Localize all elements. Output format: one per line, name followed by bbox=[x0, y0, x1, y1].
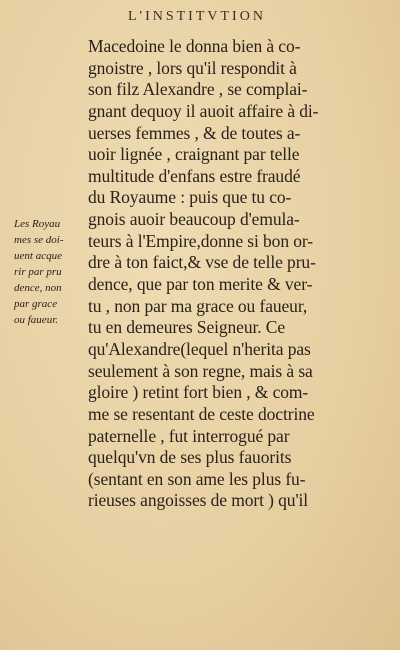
text-line: teurs à l'Empire,donne si bon or- bbox=[88, 230, 314, 251]
text-line: dre à ton faict,& vse de telle pru- bbox=[88, 252, 316, 273]
margin-note-line: dence, non bbox=[14, 282, 62, 294]
text-line: qu'Alexandre(lequel n'herita pas bbox=[88, 338, 311, 359]
margin-note-line: ou faueur. bbox=[14, 314, 58, 326]
text-line: tu en demeures Seigneur. Ce bbox=[88, 317, 286, 338]
text-line: son filz Alexandre , se complai- bbox=[88, 79, 308, 100]
margin-note-line: mes se doi- bbox=[14, 234, 64, 246]
text-line: du Royaume : puis que tu co- bbox=[88, 187, 292, 208]
body-text bbox=[88, 36, 388, 512]
text-line: uerses femmes , & de toutes a- bbox=[88, 122, 301, 143]
text-line: rieuses angoisses de mort ) qu'il bbox=[88, 490, 309, 511]
text-line: Macedoine le donna bien à co- bbox=[88, 36, 301, 56]
text-line: multitude d'enfans estre fraudé bbox=[88, 165, 301, 186]
margin-note-line: uent acque bbox=[14, 250, 62, 262]
text-line: (sentant en son ame les plus fu- bbox=[88, 468, 306, 489]
text-line: gloire ) retint fort bien , & com- bbox=[88, 382, 309, 403]
text-line: paternelle , fut interrogué par bbox=[88, 425, 290, 446]
text-line: gnois auoir beaucoup d'emula- bbox=[88, 209, 300, 230]
text-line: me se resentant de ceste doctrine bbox=[88, 403, 315, 424]
text-line: seulement à son regne, mais à sa bbox=[88, 360, 313, 381]
margin-note bbox=[14, 216, 86, 328]
text-line: uoir lignée , craignant par telle bbox=[88, 144, 300, 165]
text-line: dence, que par ton merite & ver- bbox=[88, 274, 313, 295]
text-line: quelqu'vn de ses plus fauorits bbox=[88, 447, 292, 468]
margin-note-line: Les Royau bbox=[14, 218, 61, 230]
running-head: L'INSTITVTION bbox=[128, 9, 266, 24]
text-line: gnoistre , lors qu'il respondit à bbox=[88, 57, 297, 78]
text-line: gnant dequoy il auoit affaire à di- bbox=[88, 100, 319, 121]
text-line: tu , non par ma grace ou faueur, bbox=[88, 295, 308, 316]
margin-note-line: par grace bbox=[14, 298, 58, 310]
margin-note-line: rir par pru bbox=[14, 266, 62, 278]
